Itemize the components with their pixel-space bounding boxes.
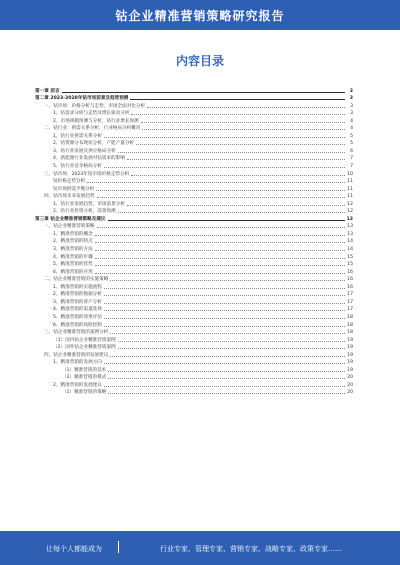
toc-entry-text: 4、精准营销的渠道选择	[53, 307, 102, 313]
toc-leader-dots	[108, 371, 345, 372]
toc-entry-text: 3、精准营销的方法	[53, 247, 93, 253]
toc-entry-page: 14	[347, 239, 353, 245]
toc-entry-text: 2、钴资源分布现状分析，产能产量分析	[53, 141, 135, 147]
toc-leader-dots	[104, 318, 345, 319]
toc-entry-text: 四、钴企业精准营销的发展建议	[44, 352, 109, 358]
footer-slogan: 让每个人都能成为	[46, 545, 102, 553]
toc-entry-text: 1、精准营销的概念	[53, 231, 93, 237]
toc-entry-page: 5	[350, 141, 353, 147]
toc-entry-page: 16	[347, 284, 353, 290]
toc-leader-dots	[87, 182, 345, 183]
toc-entry-page: 16	[347, 269, 353, 275]
toc-leader-dots	[104, 137, 345, 138]
toc-entry-page: 17	[347, 292, 353, 298]
toc-entry[interactable]	[35, 297, 353, 305]
toc-entry-text: 1、精准营销的发展方向	[53, 360, 102, 366]
toc-entry-page: 18	[347, 330, 353, 336]
toc-leader-dots	[118, 212, 345, 213]
toc-entry-page: 13	[346, 216, 353, 222]
toc-entry-text: 二、钴行业：供需关系分析，行业格局分析概况	[44, 126, 141, 132]
toc-leader-dots	[95, 265, 345, 266]
toc-entry[interactable]	[35, 86, 353, 94]
toc-entry-page: 17	[347, 299, 353, 305]
toc-leader-dots	[104, 167, 345, 168]
toc-entry-text: 2、钴行业投资分析，前景预测	[53, 209, 116, 215]
toc-entry-page: 6	[350, 148, 353, 154]
toc-entry-page: 20	[347, 375, 353, 381]
toc-entry[interactable]	[35, 222, 353, 230]
toc-entry[interactable]	[35, 207, 353, 215]
report-title: 钴企业精准营销策略研究报告	[115, 8, 285, 23]
toc-entry[interactable]	[35, 312, 353, 320]
toc-entry-text: 2、精准营销的数据分析	[53, 292, 102, 298]
toc-entry[interactable]	[35, 131, 353, 139]
toc-entry-page: 12	[347, 201, 353, 207]
toc-leader-dots	[95, 242, 345, 243]
toc-entry[interactable]	[35, 267, 353, 275]
footer-divider	[118, 541, 119, 553]
toc-entry[interactable]	[35, 192, 353, 200]
toc-entry-text: 第三章 钴企业精准营销策略及建议	[35, 216, 106, 222]
toc-entry-text: 5、精准营销的效果评估	[53, 314, 102, 320]
toc-entry-text: 2、精准营销的特点	[53, 239, 93, 245]
toc-leader-dots	[108, 378, 345, 379]
toc-entry[interactable]	[35, 109, 353, 117]
toc-leader-dots	[136, 144, 345, 145]
toc-entry-page: 17	[347, 307, 353, 313]
toc-entry-page: 12	[347, 209, 353, 215]
toc-leader-dots	[131, 114, 345, 115]
toc-entry[interactable]	[35, 177, 353, 185]
toc-entry-text: 5、精准营销的优势	[53, 262, 93, 268]
toc-leader-dots	[104, 295, 345, 296]
toc-leader-dots	[147, 107, 345, 108]
toc-leader-dots	[104, 303, 345, 304]
toc-entry-page: 15	[347, 254, 353, 260]
toc-entry-text: 第二章 2023-2028年钴市场前景及趋势预测	[35, 96, 129, 102]
toc-entry-text: 3、精准营销的客户分析	[53, 299, 102, 305]
toc-leader-dots	[118, 341, 345, 342]
toc-entry-text: （1）国内钴企业精准营销案例	[53, 337, 116, 343]
toc-entry-text: （1）精准营销的策略	[62, 390, 107, 396]
toc-entry[interactable]	[35, 139, 353, 147]
toc-entry-page: 13	[347, 231, 353, 237]
toc-entry-page: 19	[347, 367, 353, 373]
toc-leader-dots	[142, 129, 345, 130]
toc-leader-dots	[141, 122, 345, 123]
toc-entry[interactable]	[35, 146, 353, 154]
table-of-contents	[35, 86, 353, 395]
toc-leader-dots	[95, 273, 345, 274]
toc-entry[interactable]	[35, 350, 353, 358]
toc-entry-text: （1）精准营销的技术	[62, 367, 107, 373]
toc-entry-text: 1、精准营销的实施流程	[53, 284, 102, 290]
toc-entry-page: 13	[347, 224, 353, 230]
toc-entry-page: 3	[349, 96, 353, 102]
toc-leader-dots	[104, 386, 345, 387]
toc-entry-text: （2）国外钴企业精准营销案例	[53, 345, 116, 351]
toc-leader-dots	[118, 152, 345, 153]
toc-entry-page: 3	[350, 111, 353, 117]
toc-leader-dots	[127, 159, 345, 160]
toc-entry[interactable]	[35, 343, 353, 351]
toc-entry-page: 4	[350, 126, 353, 132]
toc-entry-page: 18	[347, 314, 353, 320]
toc-entry-page: 16	[347, 277, 353, 283]
toc-leader-dots	[127, 205, 345, 206]
toc-leader-dots	[110, 356, 345, 357]
toc-entry-text: 四、钴市场未来发展趋势	[44, 194, 95, 200]
toc-entry-text: 6、精准营销的风险控制	[53, 322, 102, 328]
toc-entry-text: 三、钴企业精准营销的案例分析	[44, 330, 109, 336]
toc-entry-page: 19	[347, 352, 353, 358]
toc-leader-dots	[104, 363, 345, 364]
toc-entry[interactable]	[35, 358, 353, 366]
toc-leader-dots	[95, 250, 345, 251]
toc-entry[interactable]	[35, 214, 353, 222]
toc-entry-text: 钴价格走势分析	[53, 179, 86, 185]
toc-leader-dots	[104, 288, 345, 289]
toc-entry[interactable]	[35, 260, 353, 268]
toc-leader-dots	[130, 99, 345, 100]
toc-entry-page: 7	[350, 164, 353, 170]
toc-entry-text: 4、新能源行业发展对钴需求的影响	[53, 156, 125, 162]
toc-entry[interactable]	[35, 116, 353, 124]
toc-entry-page: 10	[347, 171, 353, 177]
toc-entry-page: 14	[347, 247, 353, 253]
toc-entry-text: 一、钴企业精准营销策略	[44, 224, 95, 230]
toc-entry-text: 第一章 前言	[35, 88, 60, 94]
toc-entry-page: 19	[347, 345, 353, 351]
toc-entry[interactable]	[35, 373, 353, 381]
toc-entry[interactable]	[35, 252, 353, 260]
toc-leader-dots	[108, 220, 345, 221]
toc-leader-dots	[96, 190, 345, 191]
toc-entry[interactable]	[35, 335, 353, 343]
toc-entry[interactable]	[35, 282, 353, 290]
toc-entry-text: 钴市场供需平衡分析	[53, 186, 95, 192]
toc-entry-text: 5、钴行业竞争格局分析	[53, 164, 102, 170]
toc-leader-dots	[108, 393, 345, 394]
toc-entry[interactable]	[35, 244, 353, 252]
toc-entry-page: 7	[350, 156, 353, 162]
toc-entry[interactable]	[35, 161, 353, 169]
toc-entry-text: 2、精准营销的发展建议	[53, 382, 102, 388]
toc-leader-dots	[104, 310, 345, 311]
toc-entry[interactable]	[35, 237, 353, 245]
toc-entry-page: 18	[347, 322, 353, 328]
toc-entry-page: 19	[347, 360, 353, 366]
toc-entry-text: 1、钴行业供需关系分析	[53, 133, 102, 139]
toc-entry-text: 三、钴市场：2023年钴市场价格走势分析	[44, 171, 130, 177]
toc-entry-text: 1、钴行业发展趋势，市场前景分析	[53, 201, 125, 207]
toc-entry-page: 15	[347, 262, 353, 268]
toc-entry-text: 2、市场规模预测与分析，钴行业增长预测	[53, 118, 139, 124]
toc-entry-page: 20	[347, 390, 353, 396]
toc-entry-page: 11	[347, 179, 353, 185]
toc-entry[interactable]	[35, 328, 353, 336]
toc-entry-text: 1、钴需求分析与走势及增长驱动分析	[53, 111, 130, 117]
toc-entry[interactable]	[35, 305, 353, 313]
toc-entry-text: （2）精准营销的模式	[62, 375, 107, 381]
toc-entry-text: 一、钴市场：价格分析与走势，市场全面对比分析	[44, 103, 146, 109]
toc-title: 内容目录	[175, 54, 224, 68]
toc-leader-dots	[110, 333, 345, 334]
toc-entry[interactable]	[35, 380, 353, 388]
toc-entry[interactable]	[35, 275, 353, 283]
toc-leader-dots	[97, 197, 345, 198]
toc-entry[interactable]	[35, 169, 353, 177]
footer-roles: 行业专家、管理专家、营销专家、战略专家、政策专家……	[160, 545, 342, 553]
toc-entry-text: 6、精准营销的应用	[53, 269, 93, 275]
toc-entry[interactable]	[35, 290, 353, 298]
toc-entry-page: 11	[347, 194, 353, 200]
toc-entry-text: 二、钴企业精准营销的实施策略	[44, 277, 109, 283]
toc-entry-page: 20	[347, 382, 353, 388]
toc-leader-dots	[97, 227, 345, 228]
toc-entry[interactable]	[35, 94, 353, 102]
report-header	[0, 0, 400, 30]
toc-leader-dots	[104, 326, 345, 327]
toc-leader-dots	[110, 280, 345, 281]
toc-entry[interactable]	[35, 154, 353, 162]
toc-entry-page: 4	[350, 118, 353, 124]
toc-entry-page: 11	[347, 186, 353, 192]
toc-leader-dots	[95, 235, 345, 236]
toc-entry[interactable]	[35, 101, 353, 109]
toc-leader-dots	[118, 348, 345, 349]
toc-leader-dots	[62, 92, 345, 93]
toc-entry[interactable]	[35, 124, 353, 132]
toc-entry-page: 3	[349, 88, 353, 94]
toc-entry[interactable]	[35, 388, 353, 396]
toc-entry-page: 5	[350, 133, 353, 139]
toc-entry-page: 19	[347, 337, 353, 343]
toc-entry[interactable]	[35, 199, 353, 207]
toc-entry-text: 3、钴行业发展及供应格局分析	[53, 148, 116, 154]
toc-entry[interactable]	[35, 184, 353, 192]
toc-leader-dots	[131, 175, 345, 176]
toc-entry[interactable]	[35, 229, 353, 237]
toc-entry[interactable]	[35, 320, 353, 328]
toc-leader-dots	[95, 258, 345, 259]
toc-entry-page: 3	[350, 103, 353, 109]
toc-entry-text: 4、精准营销的步骤	[53, 254, 93, 260]
toc-entry[interactable]	[35, 365, 353, 373]
